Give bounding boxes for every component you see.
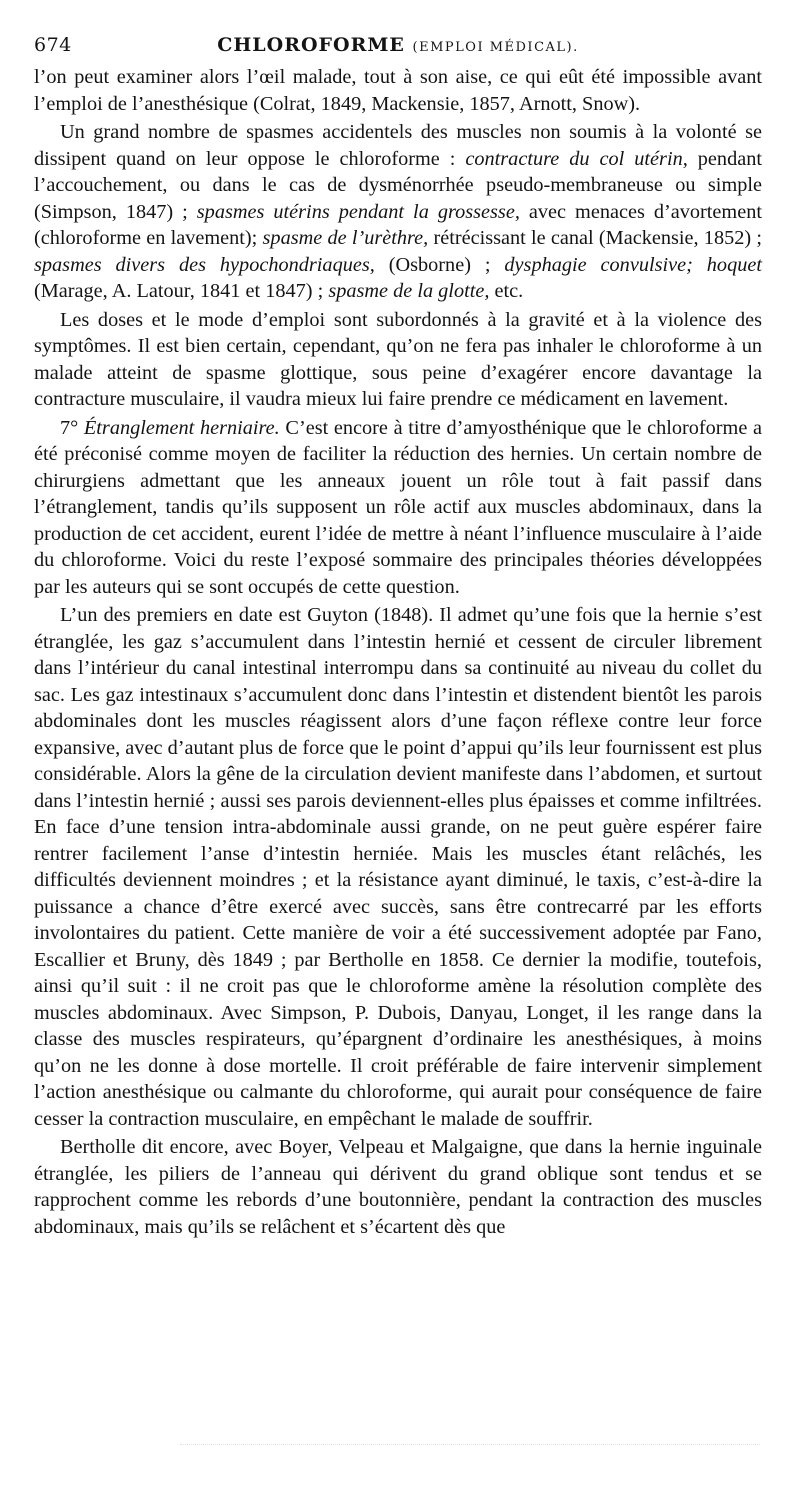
paragraph-doses: Les doses et le mode d’emploi sont subordonnés à la gravité et à la violence des symptômes. Il est bien certain, cependant, qu’on ne fera pas inhaler le chloroforme à un malade atteint de spasme glottique, sous peine d’exagérer encore davantage la contracture musculaire, il vaudra mieux lui faire prendre ce médicament en lavement. xyxy=(34,308,762,410)
page-body xyxy=(34,64,762,1240)
italic-term: spasmes divers des hypochondriaques, xyxy=(34,253,375,276)
italic-term: dysphagie convulsive; hoquet xyxy=(504,253,762,276)
text-run: rétrécissant le canal (Mackensie, 1852) ; xyxy=(428,227,762,249)
running-header xyxy=(34,30,762,64)
text-run: (Osborne) ; xyxy=(374,253,505,276)
paragraph-spasmes xyxy=(34,119,762,305)
italic-term: spasmes utérins pendant la grossesse, xyxy=(196,200,520,223)
section-number: 7° xyxy=(60,416,84,439)
text-run: etc. xyxy=(489,280,524,302)
paragraph-etranglement xyxy=(34,415,762,601)
page-number: 674 xyxy=(34,34,72,56)
text-run: C’est encore à titre d’amyosthénique que le chloroforme a été préconisé comme moyen de faciliter la réduction des hernies. Un certain nombre de chirurgiens admettant que les anneaux jouent un rôle tout à fait passif dans l’étranglement, tandis qu’ils supposent un rôle actif aux muscles abdominaux, dans la production de cet accident, eurent l’idée de mettre à néant l’influence musculaire à l’aide du chloroforme. Voici du reste l’exposé sommaire des principales théories développées par les auteurs qui se sont occupés de cette question. xyxy=(34,416,762,598)
running-title-sub: (EMPLOI MÉDICAL). xyxy=(412,40,579,55)
running-title xyxy=(34,34,762,56)
paragraph-continuation: l’on peut examiner alors l’œil malade, tout à son aise, ce qui eût été impossible avant l’emploi de l’anesthésique (Colrat, 1849, Mackensie, 1857, Arnott, Snow). xyxy=(34,66,762,115)
italic-term: spasme de la glotte, xyxy=(328,280,490,302)
paragraph-guyton: L’un des premiers en date est Guyton (1848). Il admet qu’une fois que la hernie s’est étranglée, les gaz s’accumulent dans l’intestin hernié et cessent de circuler librement dans l’intérieur du canal intestinal interrompu dans sa continuité au niveau du collet du sac. Les gaz intestinaux s’accumulent donc dans l’intestin et distendent bientôt les parois abdominales dont les muscles réagissent alors d’une façon réflexe contre leur force expansive, avec d’autant plus de force que le point d’appui qu’ils leur fournissent est plus considérable. Alors la gêne de la circulation devient manifeste dans l’abdomen, et surtout dans l’intestin hernié ; aussi ses parois deviennent-elles plus épaisses et comme infiltrées. En face d’une tension intra-abdominale aussi grande, on ne peut guère espérer faire rentrer facilement l’anse d’intestin herniée. Mais les muscles étant relâchés, les difficultés deviennent moindres ; et la résistance ayant diminué, le taxis, c’est-à-dire la puissance a chance d’être exercé avec succès, sans être contrecarré par les efforts involontaires du patient. Cette manière de voir a été successivement adoptée par Fano, Escallier et Bruny, dès 1849 ; par Bertholle en 1858. Ce dernier la modifie, toutefois, ainsi qu’il suit : il ne croit pas que le chloroforme amène la résolution complète des muscles abdominaux. Avec Simpson, P. Dubois, Danyau, Longet, il les range dans la classe des muscles respirateurs, qu’épargnent d’ordinaire les anesthésiques, à moins qu’on ne les donne à dose mortelle. Il croit préférable de faire intervenir simplement l’action anesthésique ou calmante du chloroforme, qui aurait pour conséquence de faire cesser la contraction musculaire, en empêchant le malade de souffrir. xyxy=(34,604,762,1130)
text-run: Un grand nombre de spasmes accidentels des muscles non soumis à la volonté se dissipent quand on leur oppose le chloroforme : xyxy=(34,121,762,170)
bleed-through-line xyxy=(180,1444,760,1453)
text-run: pendant l’accouchement, ou dans le cas de dysménorrhée pseudo-membraneuse ou simple (Simpson, 1847) ; xyxy=(34,147,762,223)
text-run: (Marage, A. Latour, 1841 et 1847) ; xyxy=(34,280,329,302)
running-title-main: CHLOROFORME xyxy=(217,34,405,56)
italic-term: contracture du col utérin, xyxy=(465,147,688,170)
paragraph-bertholle: Bertholle dit encore, avec Boyer, Velpeau et Malgaigne, que dans la hernie inguinale étranglée, les piliers de l’anneau qui dérivent du grand oblique sont tendus et se rapprochent comme les rebords d’une boutonnière, pendant la contraction des muscles abdominaux, mais qu’ils se relâchent et s’écartent dès que xyxy=(34,1136,762,1238)
text-run: avec menaces d’avortement (chloroforme en lavement); xyxy=(34,200,762,249)
section-heading: Étranglement herniaire. xyxy=(83,416,280,439)
italic-term: spasme de l’urèthre, xyxy=(262,227,429,249)
